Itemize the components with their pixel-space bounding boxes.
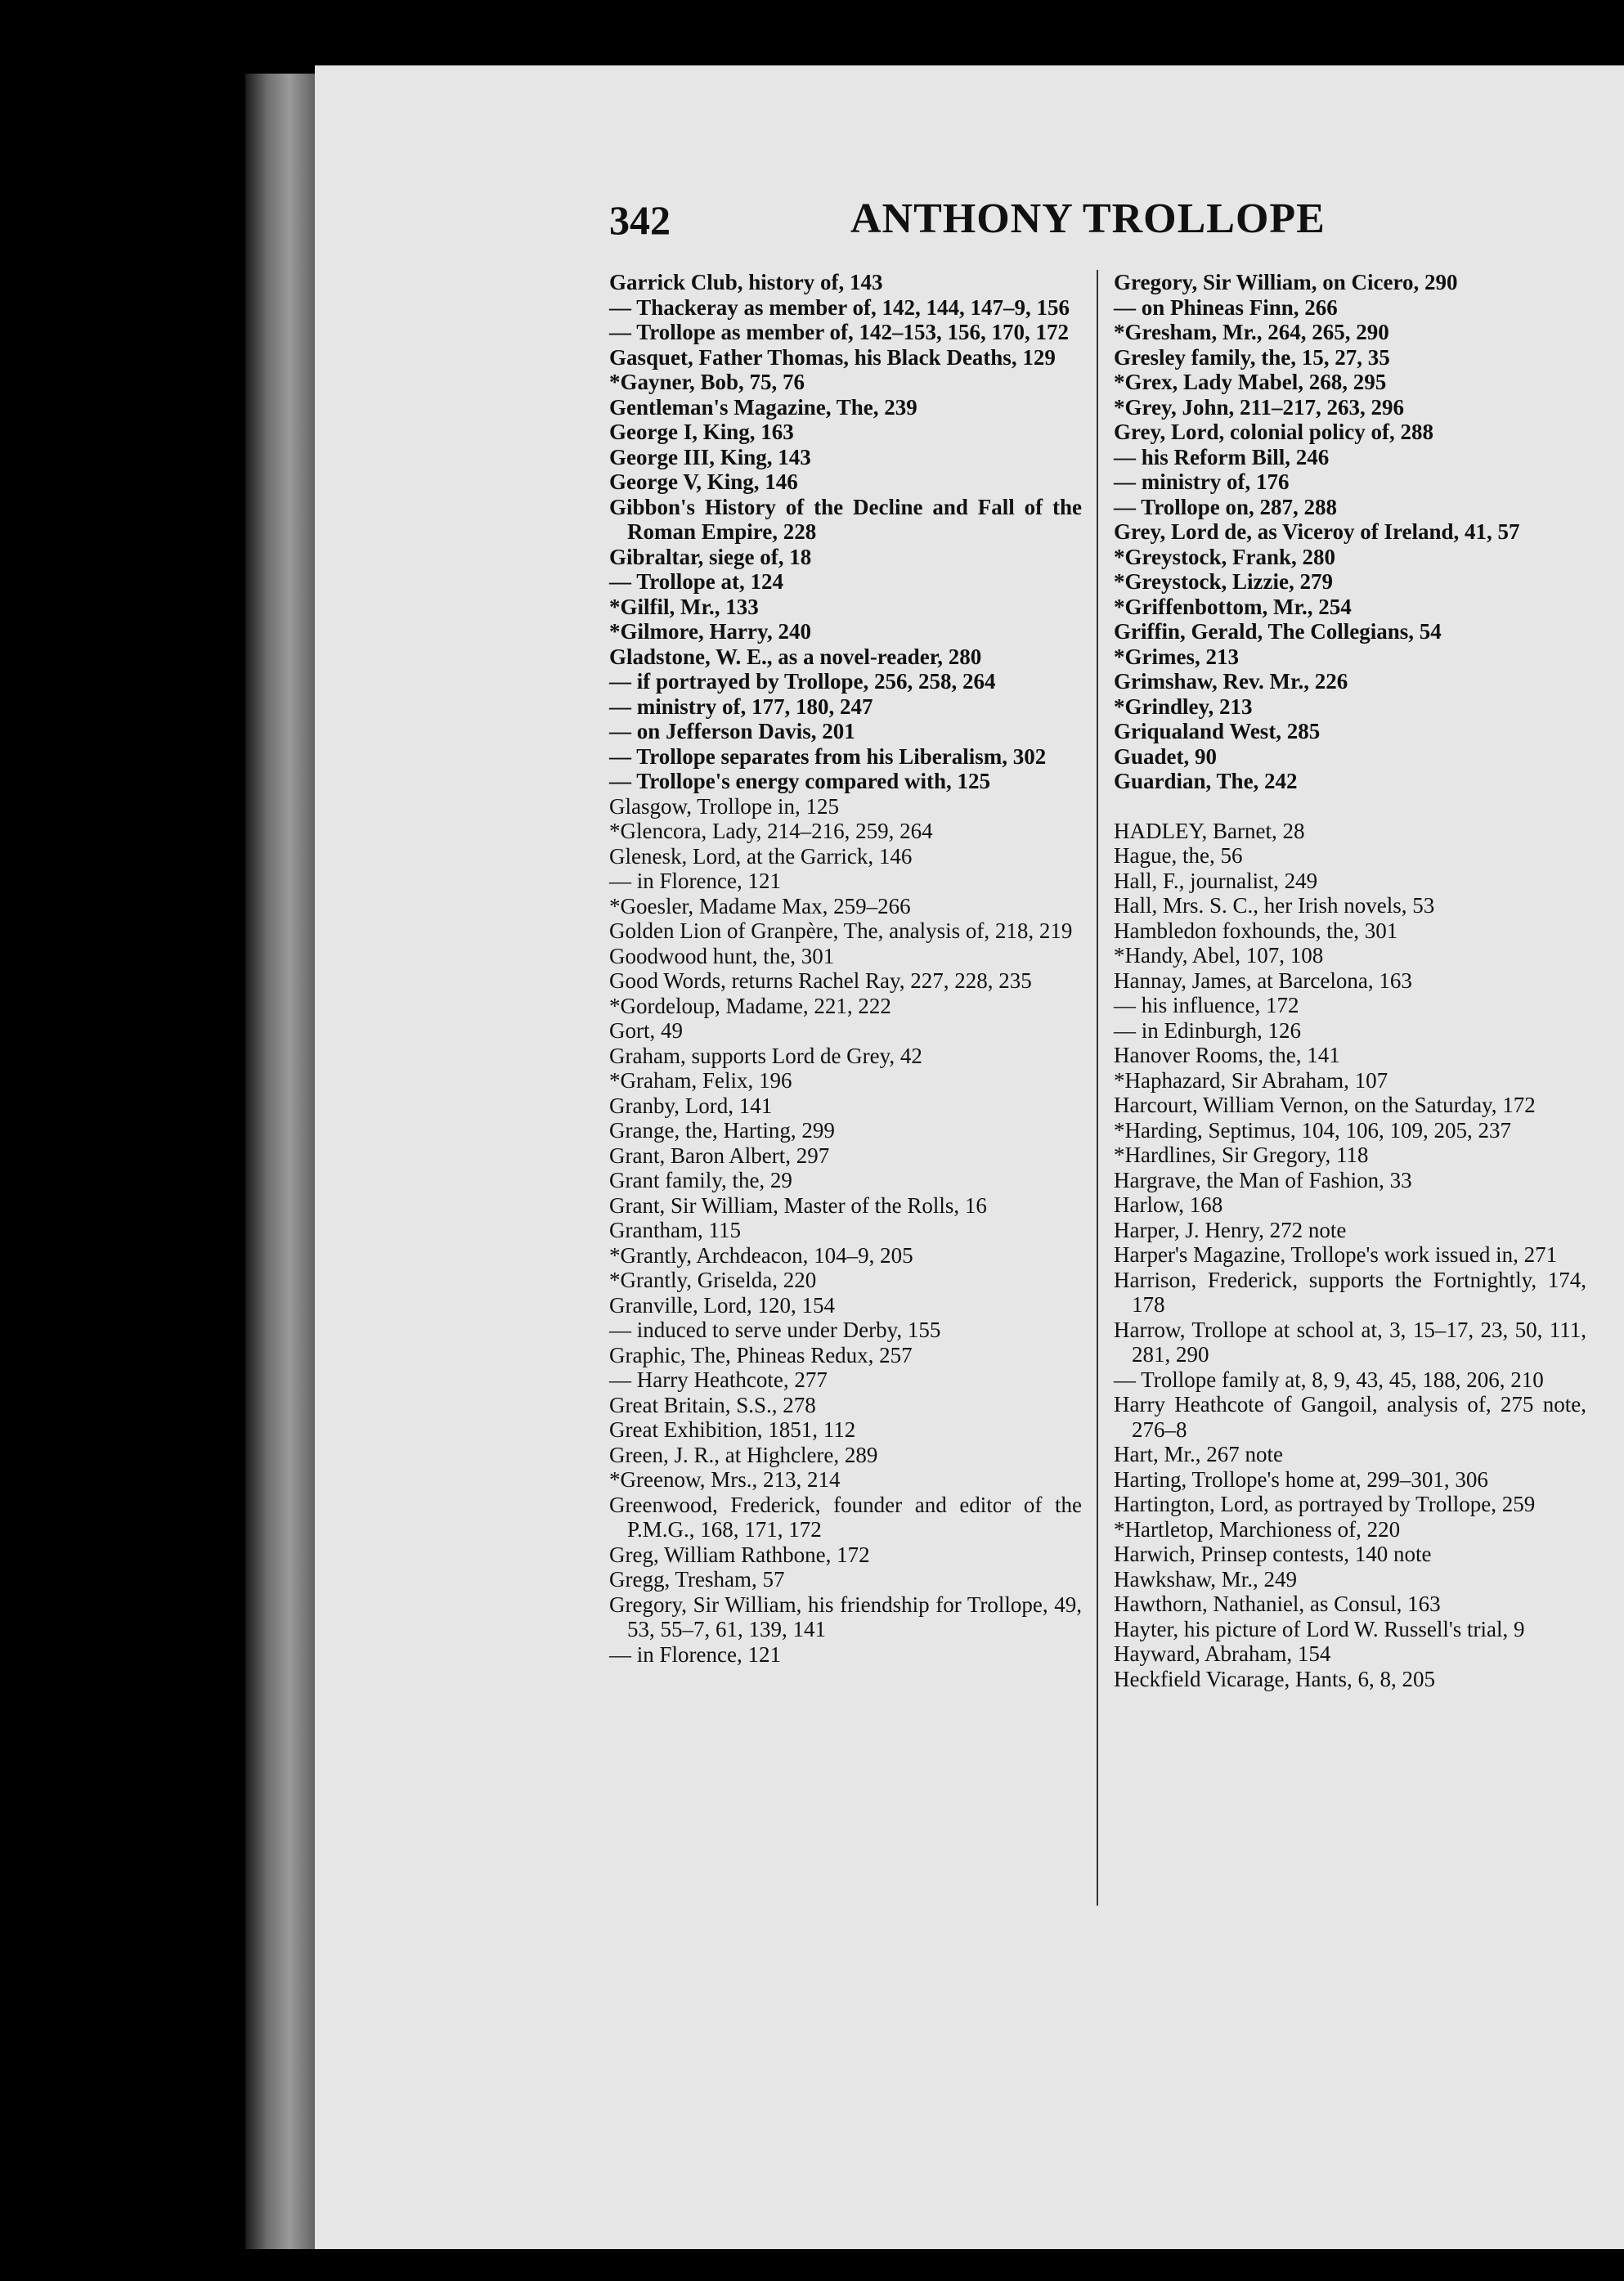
index-entry: Hayter, his picture of Lord W. Russell's trial, 9 bbox=[1114, 1616, 1525, 1641]
index-entry: *Grantly, Griselda, 220 bbox=[609, 1268, 817, 1292]
index-entry: Harlow, 168 bbox=[1114, 1192, 1223, 1217]
index-entry: Great Exhibition, 1851, 112 bbox=[609, 1417, 856, 1442]
index-entry: Hambledon foxhounds, the, 301 bbox=[1114, 918, 1398, 943]
index-entry: Glenesk, Lord, at the Garrick, 146 bbox=[609, 843, 913, 869]
index-entry: *Hartletop, Marchioness of, 220 bbox=[1114, 1516, 1401, 1542]
index-entry: Harcourt, William Vernon, on the Saturday, 172 bbox=[1114, 1093, 1536, 1117]
index-entry: — his Reform Bill, 246 bbox=[1114, 444, 1330, 469]
index-entry: *Greenow, Mrs., 213, 214 bbox=[609, 1467, 841, 1492]
index-entry: *Grantly, Archdeacon, 104–9, 205 bbox=[609, 1242, 913, 1268]
index-entry: — Trollope separates from his Liberalism, 302 bbox=[609, 743, 1047, 769]
index-entry: *Gilfil, Mr., 133 bbox=[609, 594, 759, 619]
index-entry: Hanover Rooms, the, 141 bbox=[1114, 1043, 1340, 1067]
index-entry: — Trollope's energy compared with, 125 bbox=[609, 769, 990, 793]
index-entry: *Gilmore, Harry, 240 bbox=[609, 619, 811, 644]
index-entry: *Harding, Septimus, 104, 106, 109, 205, 237 bbox=[1114, 1117, 1511, 1143]
index-entry: *Gordeloup, Madame, 221, 222 bbox=[609, 993, 891, 1018]
index-entry: HADLEY, Barnet, 28 bbox=[1114, 818, 1305, 843]
index-entry: Hall, Mrs. S. C., her Irish novels, 53 bbox=[1114, 893, 1435, 918]
index-entry: Harper's Magazine, Trollope's work issued in, 271 bbox=[1114, 1242, 1558, 1267]
index-entry: *Grimes, 213 bbox=[1114, 644, 1239, 669]
index-entry: *Greystock, Frank, 280 bbox=[1114, 544, 1335, 569]
index-entry: — if portrayed by Trollope, 256, 258, 264 bbox=[609, 669, 996, 694]
index-entry: Graham, supports Lord de Grey, 42 bbox=[609, 1043, 922, 1068]
index-entry: Gentleman's Magazine, The, 239 bbox=[609, 394, 917, 420]
index-entry: Good Words, returns Rachel Ray, 227, 228, 235 bbox=[609, 968, 1032, 993]
index-entry: Grant, Sir William, Master of the Rolls, 16 bbox=[609, 1192, 987, 1218]
index-entry: Hargrave, the Man of Fashion, 33 bbox=[1114, 1167, 1412, 1192]
index-entry: *Goesler, Madame Max, 259–266 bbox=[609, 893, 911, 918]
index-entry: — Thackeray as member of, 142, 144, 147–9, 156 bbox=[609, 294, 1070, 320]
index-entry: Hawkshaw, Mr., 249 bbox=[1114, 1566, 1297, 1592]
index-entry: Griqualand West, 285 bbox=[1114, 719, 1321, 743]
index-entry: George V, King, 146 bbox=[609, 469, 798, 494]
index-entry: *Greystock, Lizzie, 279 bbox=[1114, 569, 1333, 594]
index-entry: Graphic, The, Phineas Redux, 257 bbox=[609, 1342, 913, 1367]
index-entry: — Trollope on, 287, 288 bbox=[1114, 494, 1338, 519]
index-entry: Gladstone, W. E., as a novel-reader, 280 bbox=[609, 644, 982, 669]
index-entry: Hayward, Abraham, 154 bbox=[1114, 1641, 1331, 1666]
index-entry: *Hardlines, Sir Gregory, 118 bbox=[1114, 1143, 1369, 1167]
index-entry: *Grindley, 213 bbox=[1114, 694, 1253, 719]
index-entry: *Gresham, Mr., 264, 265, 290 bbox=[1114, 320, 1389, 344]
index-entry: Gresley family, the, 15, 27, 35 bbox=[1114, 344, 1390, 370]
section-break bbox=[1114, 794, 1586, 819]
index-entry: Hannay, James, at Barcelona, 163 bbox=[1114, 968, 1412, 993]
index-entry: Harrow, Trollope at school at, 3, 15–17, 23, 50, 111, 281, 290 bbox=[1114, 1317, 1586, 1367]
index-entry: — on Jefferson Davis, 201 bbox=[609, 719, 855, 743]
running-title: ANTHONY TROLLOPE bbox=[850, 195, 1326, 242]
index-entry: — in Florence, 121 bbox=[609, 869, 781, 893]
index-entry: Grey, Lord de, as Viceroy of Ireland, 41, 57 bbox=[1114, 519, 1520, 544]
index-entry: *Grey, John, 211–217, 263, 296 bbox=[1114, 394, 1405, 420]
index-entry: Grant, Baron Albert, 297 bbox=[609, 1143, 830, 1168]
index-entry: Grey, Lord, colonial policy of, 288 bbox=[1114, 420, 1433, 444]
index-entry: Hartington, Lord, as portrayed by Trollope, 259 bbox=[1114, 1492, 1536, 1516]
index-entry: *Griffenbottom, Mr., 254 bbox=[1114, 594, 1352, 619]
index-entry: Grimshaw, Rev. Mr., 226 bbox=[1114, 669, 1348, 694]
index-entry: Guardian, The, 242 bbox=[1114, 769, 1298, 793]
index-entry: George I, King, 163 bbox=[609, 420, 794, 444]
index-entry: Heckfield Vicarage, Hants, 6, 8, 205 bbox=[1114, 1666, 1436, 1691]
index-entry: Goodwood hunt, the, 301 bbox=[609, 943, 835, 968]
index-entry: Gibraltar, siege of, 18 bbox=[609, 544, 812, 569]
index-entry: *Glencora, Lady, 214–216, 259, 264 bbox=[609, 819, 933, 843]
index-entry: *Graham, Felix, 196 bbox=[609, 1068, 792, 1093]
index-entry: Hall, F., journalist, 249 bbox=[1114, 868, 1318, 893]
index-entry: George III, King, 143 bbox=[609, 444, 811, 469]
index-entry: — Trollope family at, 8, 9, 43, 45, 188, 206, 210 bbox=[1114, 1367, 1544, 1392]
index-entry: Harrison, Frederick, supports the Fortnightly, 174, 178 bbox=[1114, 1267, 1586, 1317]
index-entry: — Harry Heathcote, 277 bbox=[609, 1367, 828, 1392]
index-entry: Gregory, Sir William, his friendship for Trollope, 49, 53, 55–7, 61, 139, 141 bbox=[609, 1592, 1082, 1641]
index-entry: Hawthorn, Nathaniel, as Consul, 163 bbox=[1114, 1592, 1441, 1616]
index-entry: Grange, the, Harting, 299 bbox=[609, 1118, 835, 1143]
index-entry: Golden Lion of Granpère, The, analysis of, 218, 219 bbox=[609, 918, 1073, 943]
index-entry: Greenwood, Frederick, founder and editor of the P.M.G., 168, 171, 172 bbox=[609, 1492, 1082, 1542]
index-entry: Harwich, Prinsep contests, 140 note bbox=[1114, 1542, 1432, 1566]
index-entry: Harry Heathcote of Gangoil, analysis of, 275 note, 276–8 bbox=[1114, 1392, 1586, 1442]
index-entry: Grantham, 115 bbox=[609, 1218, 741, 1242]
index-entry: *Haphazard, Sir Abraham, 107 bbox=[1114, 1067, 1388, 1093]
index-entry: Griffin, Gerald, The Collegians, 54 bbox=[1114, 619, 1442, 644]
index-entry: Gibbon's History of the Decline and Fall of the Roman Empire, 228 bbox=[609, 494, 1082, 544]
page-number: 342 bbox=[609, 197, 671, 243]
index-entry: — ministry of, 176 bbox=[1114, 469, 1290, 494]
index-entry: *Handy, Abel, 107, 108 bbox=[1114, 943, 1324, 968]
index-entry: — in Edinburgh, 126 bbox=[1114, 1017, 1301, 1043]
index-entry: Hart, Mr., 267 note bbox=[1114, 1442, 1283, 1466]
index-entry: Greg, William Rathbone, 172 bbox=[609, 1542, 870, 1567]
book-spine bbox=[245, 74, 319, 2249]
index-entry: Harting, Trollope's home at, 299–301, 306 bbox=[1114, 1466, 1488, 1492]
index-column-left bbox=[609, 270, 1082, 1667]
index-entry: Harper, J. Henry, 272 note bbox=[1114, 1217, 1347, 1242]
index-entry: Gasquet, Father Thomas, his Black Deaths, 129 bbox=[609, 344, 1056, 370]
index-column-right bbox=[1114, 270, 1586, 1691]
index-entry: Garrick Club, history of, 143 bbox=[609, 270, 883, 294]
index-entry: Gort, 49 bbox=[609, 1018, 683, 1043]
index-entry: — induced to serve under Derby, 155 bbox=[609, 1318, 941, 1342]
index-entry: Granville, Lord, 120, 154 bbox=[609, 1292, 835, 1318]
index-entry: — on Phineas Finn, 266 bbox=[1114, 294, 1338, 320]
index-entry: Granby, Lord, 141 bbox=[609, 1093, 773, 1118]
index-entry: — Trollope as member of, 142–153, 156, 170, 172 bbox=[609, 320, 1069, 344]
index-entry: *Gayner, Bob, 75, 76 bbox=[609, 370, 805, 394]
index-entry: Grant family, the, 29 bbox=[609, 1168, 792, 1192]
index-entry: Hague, the, 56 bbox=[1114, 843, 1243, 868]
column-divider bbox=[1097, 270, 1098, 1906]
index-entry: — in Florence, 121 bbox=[609, 1641, 781, 1667]
index-entry: — Trollope at, 124 bbox=[609, 569, 784, 594]
index-entry: Gregory, Sir William, on Cicero, 290 bbox=[1114, 270, 1458, 294]
index-entry: Guadet, 90 bbox=[1114, 743, 1218, 769]
index-entry: Gregg, Tresham, 57 bbox=[609, 1567, 785, 1592]
index-entry: Glasgow, Trollope in, 125 bbox=[609, 793, 840, 819]
index-entry: Green, J. R., at Highclere, 289 bbox=[609, 1442, 878, 1467]
index-entry: — his influence, 172 bbox=[1114, 993, 1299, 1017]
index-entry: Great Britain, S.S., 278 bbox=[609, 1392, 816, 1417]
index-entry: *Grex, Lady Mabel, 268, 295 bbox=[1114, 370, 1387, 394]
index-entry: — ministry of, 177, 180, 247 bbox=[609, 694, 873, 719]
